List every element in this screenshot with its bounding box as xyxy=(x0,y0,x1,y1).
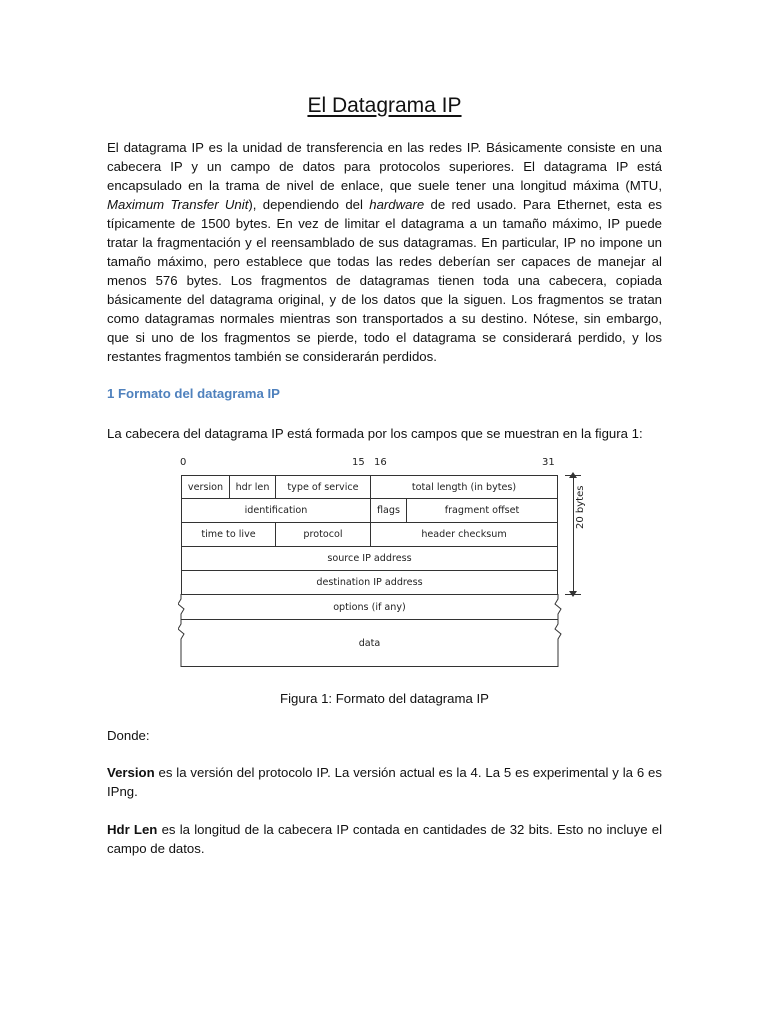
arrow-up-icon xyxy=(569,472,577,478)
definition-version xyxy=(107,763,662,801)
header-size-label: 20 bytes xyxy=(575,485,586,529)
bit-label-16: 16 xyxy=(374,457,387,468)
field-type-of-service: type of service xyxy=(276,476,371,498)
field-options: options (if any) xyxy=(333,601,406,613)
intro-text-1: El datagrama IP es la unidad de transferencia en las redes IP. Básicamente consiste en una cabecera IP y un campo de datos para protocolos superiores. El datagrama IP está encapsulado en la trama de nivel de enlace, que suele tener una longitud máxima (MTU, xyxy=(107,140,662,193)
field-total-length: total length (in bytes) xyxy=(411,481,517,493)
arrow-down-icon xyxy=(569,591,577,597)
intro-paragraph xyxy=(107,138,662,366)
figure-caption: Figura 1: Formato del datagrama IP xyxy=(280,691,489,706)
page-title: El Datagrama IP xyxy=(307,94,462,117)
intro-text-2: ), dependiendo del xyxy=(248,197,370,212)
header-row-5 xyxy=(181,570,558,595)
ip-header-diagram xyxy=(178,457,598,671)
field-time-to-live: time to live xyxy=(182,523,276,546)
field-version: version xyxy=(182,476,230,498)
field-header-checksum: header checksum xyxy=(421,529,507,540)
donde-label: Donde: xyxy=(107,728,150,743)
field-data: data xyxy=(358,637,381,649)
definition-term: Hdr Len xyxy=(107,822,158,837)
intro-emphasis-mtu: Maximum Transfer Unit xyxy=(107,197,249,212)
intro-emphasis-hardware: hardware xyxy=(369,197,425,212)
field-hdr-len: hdr len xyxy=(230,476,276,498)
broken-edges xyxy=(178,594,578,670)
bit-label-31: 31 xyxy=(542,457,555,468)
figure-intro: La cabecera del datagrama IP está formada por los campos que se muestran en la figura 1: xyxy=(107,426,643,441)
field-destination-ip: destination IP address xyxy=(316,577,423,588)
field-fragment-offset: fragment offset xyxy=(444,505,520,516)
field-protocol: protocol xyxy=(276,523,371,546)
intro-text-3: de red usado. Para Ethernet, esta es típicamente de 1500 bytes. En vez de limitar el datagrama a un tamaño máximo, IP puede tratar la fragmentación y el reensamblado de sus datagramas. En particular, IP no impone un tamaño máximo, pero establece que todas las redes deberían ser capaces de manejar al menos 576 bytes. Los fragmentos de datagramas tienen toda una cabecera, copiada básicamente del datagrama original, y de los datos que la siguen. Los fragmentos se tratan como datagramas normales mientras son transportados a su destino. Nótese, sin embargo, que si uno de los fragmentos se pierde, todo el datagrama se considerará perdido, y los restantes fragmentos también se considerarán perdidos. xyxy=(107,197,663,364)
size-bracket-line xyxy=(573,474,574,594)
header-row-3 xyxy=(181,522,558,547)
field-source-ip: source IP address xyxy=(327,553,412,564)
field-identification: identification xyxy=(182,499,371,522)
header-row-4 xyxy=(181,546,558,571)
definition-text: es la longitud de la cabecera IP contada en cantidades de 32 bits. Esto no incluye el campo de datos. xyxy=(107,822,662,856)
bit-label-0: 0 xyxy=(180,457,187,468)
section-heading: 1 Formato del datagrama IP xyxy=(107,386,280,401)
field-flags: flags xyxy=(371,499,407,522)
header-row-1 xyxy=(181,475,558,499)
definition-text: es la versión del protocolo IP. La versión actual es la 4. La 5 es experimental y la 6 es IPng. xyxy=(107,765,662,799)
definition-term: Version xyxy=(107,765,155,780)
bit-label-15: 15 xyxy=(352,457,365,468)
definition-hdr-len xyxy=(107,820,662,858)
header-row-2 xyxy=(181,498,558,523)
